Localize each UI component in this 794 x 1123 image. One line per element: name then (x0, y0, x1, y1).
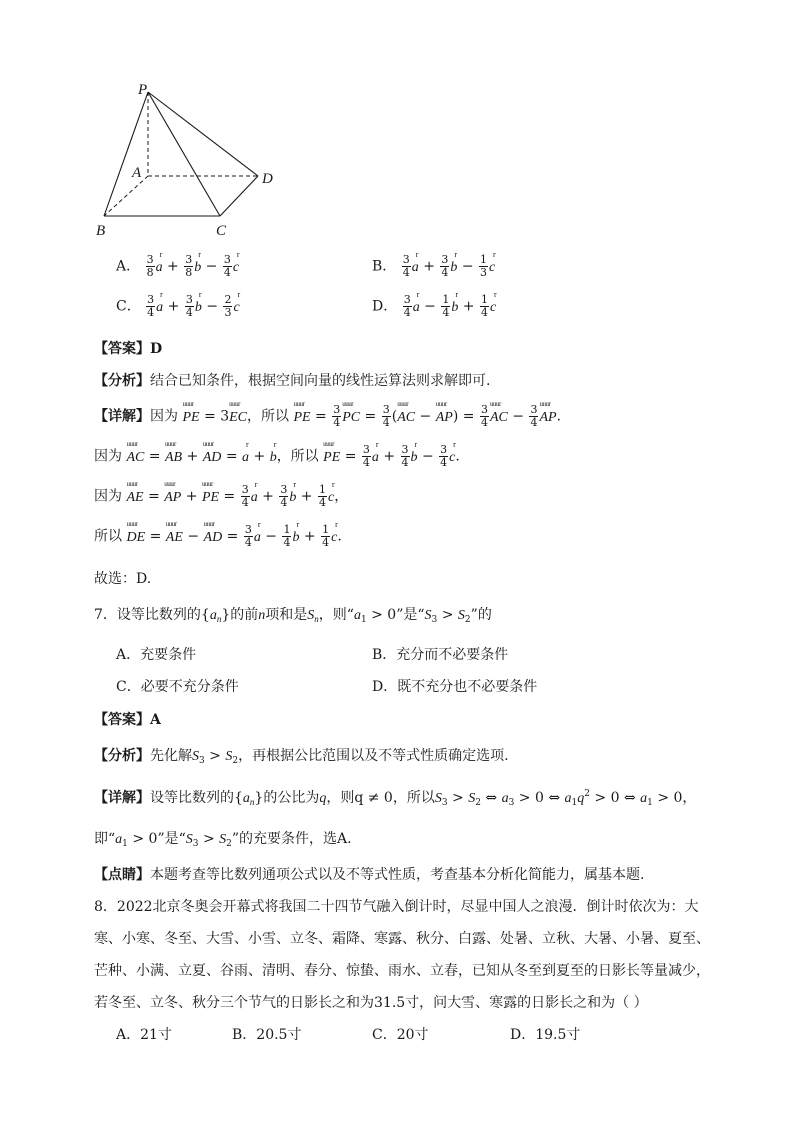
q6-conclusion: 故选：D. (94, 571, 152, 587)
edge-cd (220, 176, 258, 216)
q6-analysis: 【分析】结合已知条件，根据空间向量的线性运算法则求解即可. (94, 373, 491, 389)
q8-line-2: 寒、小寒、冬至、大雪、小雪、立冬、霜降、寒露、秋分、白露、处暑、立秋、大暑、小暑、夏至、 (94, 931, 710, 947)
q6-option-d: D． $\frac{3}{4}$ r a − $\frac{1}{4}$ r b + $\frac{1}{4}$ r c (372, 294, 496, 319)
q6-detail-3: 因为 uuur AE = uuur AP + uuur PE = $\frac{3}{4}$ r a + $\frac{3}{4}$ r b + $\frac{1}{4}$ r c， (94, 484, 348, 509)
q6-detail-4: 所以 uuur DE = uuur AE − uuur AD = $\frac{3}{4}$ r a − $\frac{1}{4}$ r b + $\frac{1}{4}$ r c. (94, 524, 342, 549)
q7-detail-2: 即“$a_1 > 0$”是“$S_3 > S_2$”的充要条件，选A. (94, 831, 352, 849)
edge-pb (104, 92, 148, 216)
edge-pc (148, 92, 220, 216)
q8-option-a: A．21寸 (116, 1027, 172, 1043)
q7-detail: 【详解】设等比数列的$\{a_n\}$的公比为q，则q ≠ 0，所以$S_3 > S_2$ ⇔ $a_3 > 0$ ⇔ $a_1q^2 > 0$ ⇔ $a_1 > 0$， (94, 789, 697, 808)
edge-pd (148, 92, 258, 176)
q6-option-b: B． $\frac{3}{4}$ r a + $\frac{3}{4}$ r b − $\frac{1}{3}$ r c (372, 254, 495, 279)
q7-option-b: B．充分而不必要条件 (372, 647, 509, 663)
q7-answer: 【答案】A (94, 712, 161, 728)
q8-option-d: D．19.5寸 (510, 1027, 581, 1043)
q8-option-c: C．20寸 (372, 1027, 429, 1043)
q6-option-a: A． $\frac{3}{8}$ r a + $\frac{3}{8}$ r b − $\frac{3}{4}$ r c (116, 254, 239, 279)
label-a: A (132, 165, 142, 181)
q8-line-3: 芒种、小满、立夏、谷雨、清明、春分、惊蛰、雨水、立春，已知从冬至到夏至的日影长等量减少， (94, 963, 710, 979)
q7-option-d: D．既不充分也不必要条件 (372, 679, 538, 695)
q7-analysis: 【分析】先化解$S_3 > S_2$，再根据公比范围以及不等式性质确定选项. (94, 748, 509, 766)
q6-option-c: C． $\frac{3}{4}$ r a + $\frac{3}{4}$ r b − $\frac{2}{3}$ r c (116, 294, 240, 319)
q6-detail-2: 因为 uuur AC = uuur AB + uuur AD = r a + r b，所以 uuur PE = $\frac{3}{4}$ r a + $\frac{3}{4}$ r b − $\frac{3}{4}$ r c. (94, 444, 460, 469)
q7-comment: 【点睛】本题考查等比数列通项公式以及不等式性质，考查基本分析化简能力，属基本题. (94, 867, 645, 883)
q7-stem: 7．设等比数列的$\{a_n\}$的前n项和是$S_n$，则“$a_1 > 0$”是“$S_3 > S_2$”的 (94, 607, 492, 625)
q8-line-1: 8．2022北京冬奥会开幕式将我国二十四节气融入倒计时，尽显中国人之浪漫．倒计时依次为：大 (94, 899, 699, 915)
label-b: B (96, 223, 106, 238)
label-c: C (216, 223, 227, 238)
pyramid-figure (92, 78, 292, 238)
q8-line-4: 若冬至、立冬、秋分三个节气的日影长之和为31.5寸，问大雪、寒露的日影长之和为（ ） (94, 995, 648, 1011)
q7-option-a: A．充要条件 (116, 647, 197, 663)
label-d: D (262, 171, 273, 187)
q7-option-c: C．必要不充分条件 (116, 679, 239, 695)
label-p: P (138, 82, 148, 98)
q6-detail-1: 【详解】因为 uuur PE = 3uuur EC，所以 uuur PE = $\frac{3}{4}$ uuur PC = $\frac{3}{4}$ (uuur AC − uuur AP) = $\frac{3}{4}$ uuur AC − $\frac{3}{4}$ uuur AP. (94, 404, 561, 429)
q8-option-b: B．20.5寸 (232, 1027, 302, 1043)
q6-answer: 【答案】D (94, 341, 163, 357)
